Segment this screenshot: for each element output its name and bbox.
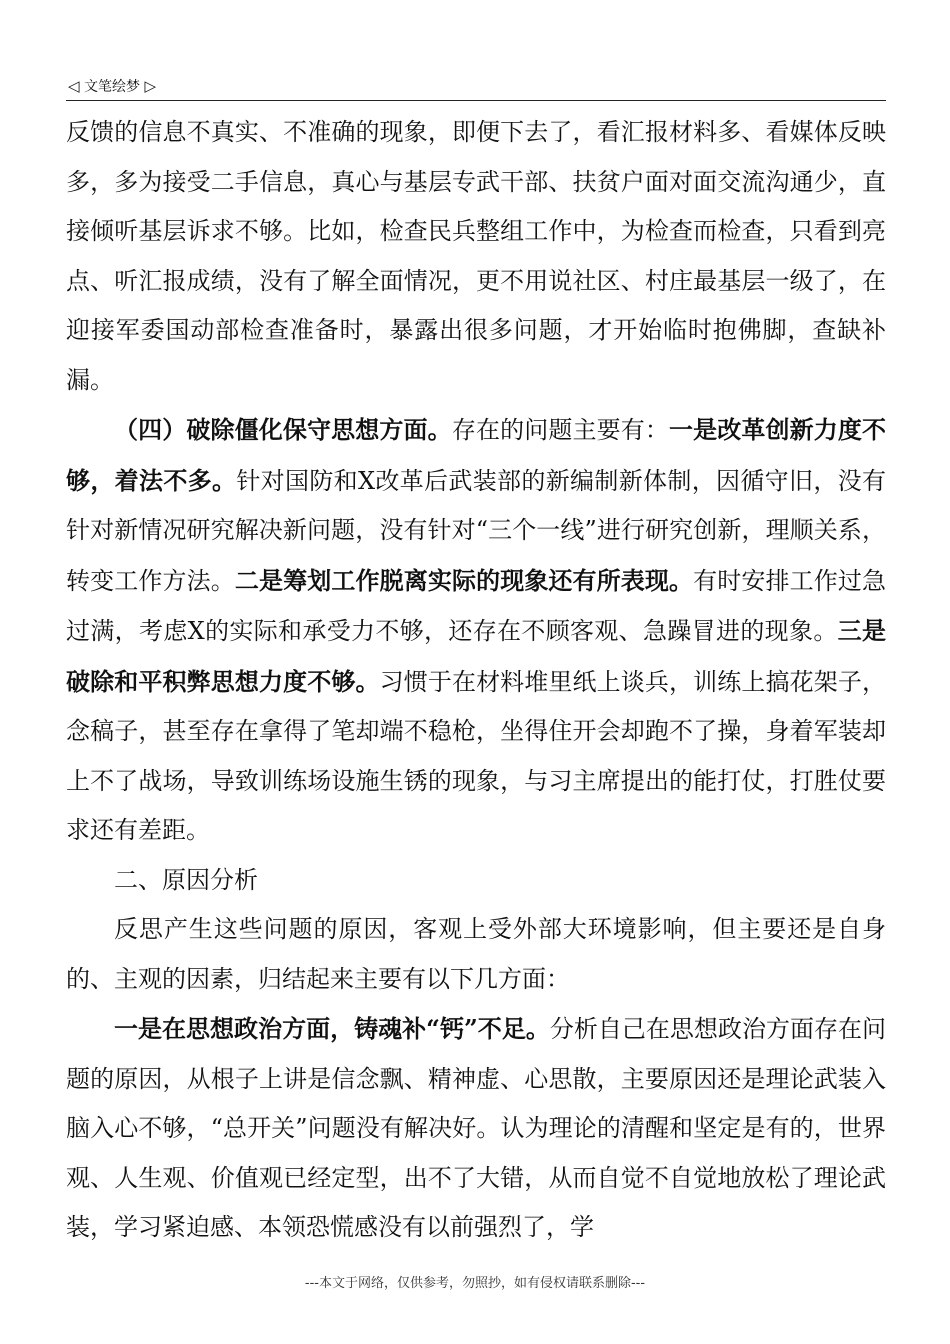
paragraph-text: 存在的问题主要有： [451, 416, 669, 444]
point-three-heading: 三是破除和平积弊思想力度不够。 [66, 616, 887, 696]
paragraph-continuation: 反馈的信息不真实、不准确的现象，即便下去了，看汇报材料多、看媒体反映多，多为接受二手信息，真心与基层专武干部、扶贫户面对面交流沟通少，直接倾听基层诉求不够。比如，检查民兵整组工作中，为检查而检查，只看到亮点、听汇报成绩，没有了解全面情况，更不用说社区、村庄最基层一级了，在迎接军委国动部检查准备时，暴露出很多问题，才开始临时抱佛脚，查缺补漏。 [66, 118, 886, 394]
document-body [66, 108, 886, 1253]
paragraph-intro: 反思产生这些问题的原因，客观上受外部大环境影响，但主要还是自身的、主观的因素，归结起来主要有以下几方面： [66, 915, 886, 993]
header-rule [66, 100, 886, 101]
brand-name: 文笔绘梦 [84, 79, 140, 95]
page-header [66, 72, 886, 102]
section-heading: 二、原因分析 [114, 865, 258, 894]
point-one-heading: 一是改革创新力度不够，着法不多。 [66, 415, 887, 495]
point-two-heading: 二是筹划工作脱离实际的现象还有所表现。 [234, 565, 694, 595]
subsection-heading: （四）破除僵化保守思想方面。 [114, 415, 452, 444]
paragraph-text: 有时安排工作过急过满，考虑X的实际和承受力不够，还存在不顾客观、急躁冒进的现象。 [66, 566, 887, 645]
right-triangle-icon: ▷ [144, 77, 156, 95]
paragraph-section-four [66, 405, 886, 856]
header-brand [68, 76, 156, 96]
paragraph-text: 习惯于在材料堆里纸上谈兵，训练上搞花架子，念稿子，甚至存在拿得了笔却端不稳枪，坐得住开会却跑不了操，身着军装却上不了战场，导致训练场设施生锈的现象，与习主席提出的能打仗，打胜仗要求还有差距。 [66, 667, 887, 844]
paragraph-reason-one [66, 1004, 886, 1253]
reason-one-heading: 一是在思想政治方面，铸魂补“钙”不足。 [114, 1014, 550, 1043]
paragraph-text: 针对国防和X改革后武装部的新编制新体制，因循守旧，没有针对新情况研究解决新问题，没有针对“三个一线”进行研究创新，理顺关系，转变工作方法。 [66, 466, 887, 595]
left-triangle-icon: ◁ [68, 77, 80, 95]
paragraph-text: 分析自己在思想政治方面存在问题的原因，从根子上讲是信念飘、精神虚、心思散，主要原因还是理论武装入脑入心不够，“总开关”问题没有解决好。认为理论的清醒和坚定是有的，世界观、人生观、价值观已经定型，出不了大错，从而自觉不自觉地放松了理论武装，学习紧迫感、本领恐慌感没有以前强烈了，学 [66, 1015, 887, 1241]
page-footer-disclaimer: ---本文于网络，仅供参考，勿照抄，如有侵权请联系删除--- [304, 1276, 646, 1291]
